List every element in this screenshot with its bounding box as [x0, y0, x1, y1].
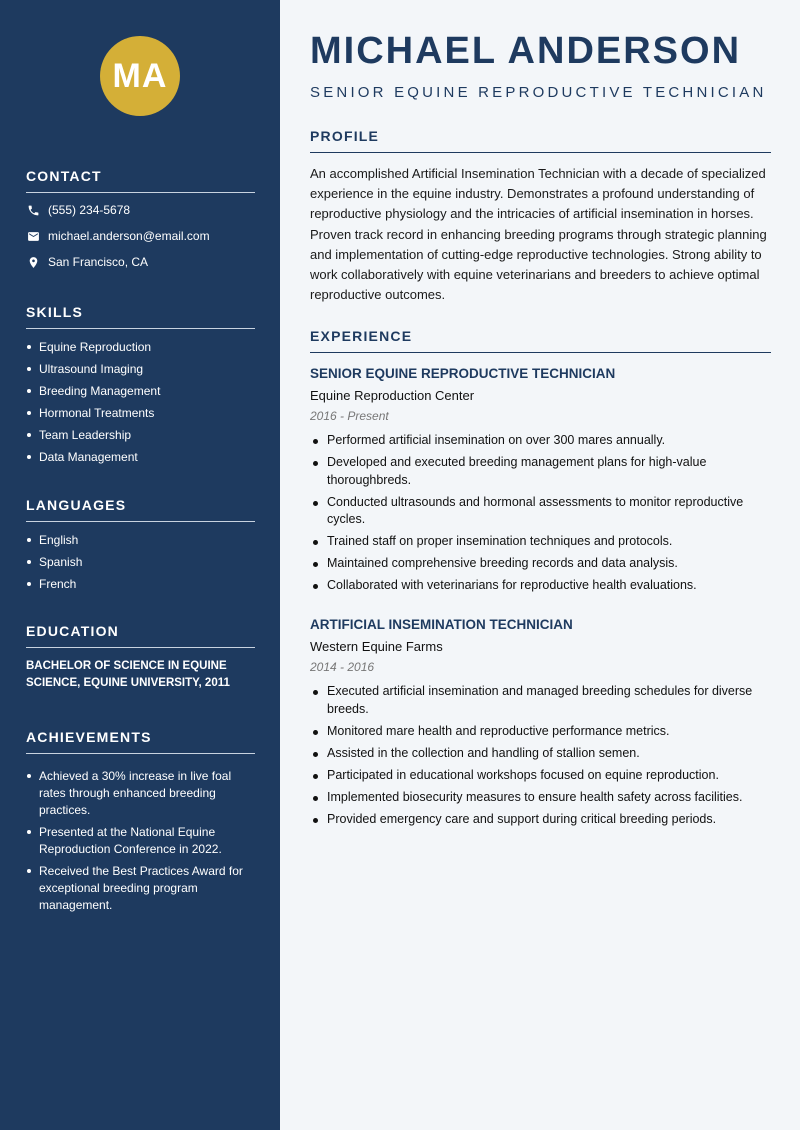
skill-item: Ultrasound Imaging — [26, 361, 255, 377]
job-bullet: Provided emergency care and support during critical breeding periods. — [310, 811, 771, 829]
job-bullet: Monitored mare health and reproductive performance metrics. — [310, 723, 771, 741]
job-bullets — [310, 683, 771, 828]
job-entry — [310, 366, 771, 599]
contact-heading: CONTACT — [26, 168, 255, 193]
language-item: French — [26, 576, 255, 592]
job-bullet: Assisted in the collection and handling of stallion semen. — [310, 745, 771, 763]
languages-heading: LANGUAGES — [26, 497, 255, 522]
profile-text: An accomplished Artificial Insemination Technician with a decade of specialized experience in the equine industry. Demonstrates a profound understanding of reproductive physiology and the intricacies of artificial insemination in horses. Proven track record in enhancing breeding programs through strategic planning and implementation of cutting-edge reproductive technologies. Strong ability to work collaboratively with equine veterinarians and breeders to achieve optimal reproductive outcomes. — [310, 166, 767, 303]
job-bullet: Trained staff on proper insemination techniques and protocols. — [310, 533, 771, 551]
skills-list — [26, 339, 255, 465]
contact-email — [26, 227, 255, 245]
job-entry — [310, 617, 771, 833]
education-section — [26, 623, 255, 692]
achievements-list — [26, 768, 255, 914]
job-bullet: Participated in educational workshops focused on equine reproduction. — [310, 767, 771, 785]
achievement-item: Received the Best Practices Award for exceptional breeding program management. — [26, 863, 255, 914]
skills-heading: SKILLS — [26, 304, 255, 329]
job-company: Western Equine Farms — [310, 639, 443, 654]
contact-location — [26, 253, 255, 271]
language-item: Spanish — [26, 554, 255, 570]
skill-item: Breeding Management — [26, 383, 255, 399]
candidate-title: SENIOR EQUINE REPRODUCTIVE TECHNICIAN — [310, 84, 767, 101]
profile-heading: PROFILE — [310, 128, 771, 153]
job-bullet: Executed artificial insemination and managed breeding schedules for diverse breeds. — [310, 683, 771, 718]
languages-section — [26, 497, 255, 598]
candidate-name: MICHAEL ANDERSON — [310, 30, 742, 72]
job-company: Equine Reproduction Center — [310, 388, 475, 403]
job-bullet: Maintained comprehensive breeding records and data analysis. — [310, 555, 771, 573]
phone-text: (555) 234-5678 — [48, 203, 131, 217]
experience-heading: EXPERIENCE — [310, 328, 771, 353]
skill-item: Team Leadership — [26, 427, 255, 443]
job-title: ARTIFICIAL INSEMINATION TECHNICIAN — [310, 617, 573, 632]
email-icon — [26, 229, 40, 243]
achievement-item: Achieved a 30% increase in live foal rates through enhanced breeding practices. — [26, 768, 255, 819]
job-bullet: Developed and executed breeding management plans for high-value thoroughbreds. — [310, 454, 771, 489]
avatar: MA — [100, 36, 180, 116]
job-bullets — [310, 432, 771, 595]
achievements-section — [26, 729, 255, 919]
job-bullet: Collaborated with veterinarians for reproductive health evaluations. — [310, 577, 771, 595]
location-text: San Francisco, CA — [48, 255, 149, 269]
skill-item: Hormonal Treatments — [26, 405, 255, 421]
contact-phone — [26, 201, 255, 219]
skills-section — [26, 304, 255, 471]
location-pin-icon — [26, 255, 40, 269]
education-degree: BACHELOR OF SCIENCE IN EQUINE SCIENCE, EQUINE UNIVERSITY, 2011 — [26, 660, 230, 689]
achievements-heading: ACHIEVEMENTS — [26, 729, 255, 754]
sidebar — [0, 0, 280, 1130]
contact-section — [26, 168, 255, 271]
job-bullet: Performed artificial insemination on over 300 mares annually. — [310, 432, 771, 450]
phone-icon — [26, 203, 40, 217]
languages-list — [26, 532, 255, 592]
achievement-item: Presented at the National Equine Reproduction Conference in 2022. — [26, 824, 255, 858]
job-title: SENIOR EQUINE REPRODUCTIVE TECHNICIAN — [310, 366, 616, 381]
email-link[interactable]: michael.anderson@email.com — [48, 229, 210, 243]
skill-item: Data Management — [26, 449, 255, 465]
skill-item: Equine Reproduction — [26, 339, 255, 355]
job-dates: 2016 - Present — [310, 409, 389, 423]
job-bullet: Conducted ultrasounds and hormonal assessments to monitor reproductive cycles. — [310, 494, 771, 529]
job-bullet: Implemented biosecurity measures to ensure health safety across facilities. — [310, 789, 771, 807]
job-dates: 2014 - 2016 — [310, 660, 375, 674]
education-heading: EDUCATION — [26, 623, 255, 648]
language-item: English — [26, 532, 255, 548]
